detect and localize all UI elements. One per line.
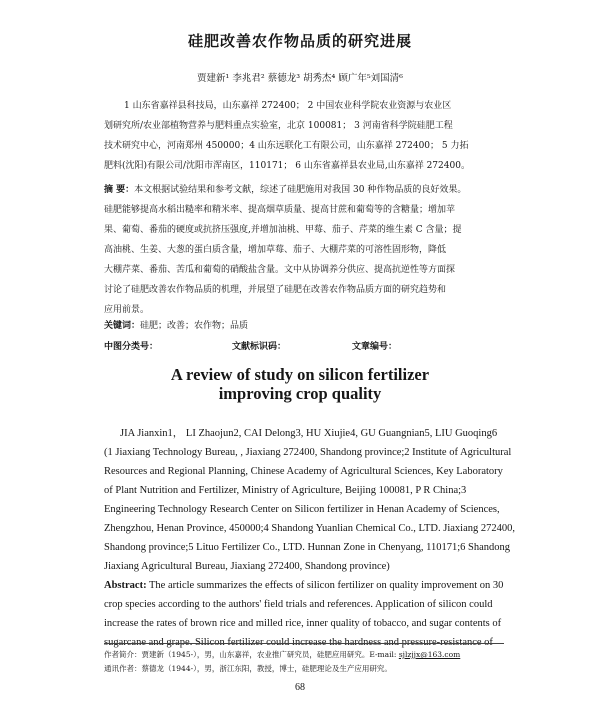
english-abstract: [104, 576, 514, 652]
chinese-abstract: [104, 180, 504, 320]
chinese-keywords-text: 硅肥；改善；农作物；品质: [140, 321, 249, 331]
footnote-author-line: [104, 648, 460, 662]
document-code-label: 文献标识码：: [232, 342, 287, 352]
english-abstract-line: [104, 576, 514, 595]
english-affiliation-line: Resources and Regional Planning, Chinese Academy of Agricultural Sciences, Key Laboratory: [104, 466, 503, 477]
footnote-corresponding-line: 通讯作者：蔡德龙（1944-），男，浙江东阳，教授，博士，硅肥理论及生产应用研究。: [104, 664, 392, 673]
footnote-author-text: 作者简介：贾建新（1945-），男，山东嘉祥，农业推广研究员，硅肥应用研究。E-mail:: [104, 650, 397, 659]
chinese-abstract-line: 硅肥能够提高水稻出糙率和精米率、提高烟草质量、提高甘蔗和葡萄等的含糖量；增加苹: [104, 205, 456, 215]
footnote-email-link[interactable]: sjlzjjx@163.com: [398, 650, 461, 659]
chinese-affiliations: [104, 96, 504, 176]
chinese-keywords: [104, 318, 248, 331]
class-number-label: 中图分类号：: [104, 342, 159, 352]
chinese-abstract-line: 应用前景。: [104, 305, 150, 315]
chinese-title: 硅肥改善农作物品质的研究进展: [187, 32, 412, 50]
footnote: [104, 648, 460, 676]
chinese-keywords-label: 关键词：: [104, 321, 141, 331]
footnote-rule: [104, 643, 504, 644]
english-affiliation-line: Zhengzhou, Henan Province, 450000;4 Shandong Yuanlian Chemical Co., LTD. Jiaxiang 272400,: [104, 523, 515, 534]
chinese-affiliation-line: 1 山东省嘉祥县科技局，山东嘉祥 272400； 2 中国农业科学院农业资源与农业区: [124, 101, 452, 111]
chinese-affiliation-line: 技术研究中心，河南郑州 450000；4 山东远联化工有限公司，山东嘉祥 272400； 5 力拓: [104, 141, 469, 151]
english-abstract-line: sugarcane and grape. Silicon fertilizer could increase the hardness and pressure-resistance of: [104, 637, 493, 648]
chinese-abstract-line: 大棚芹菜、番茄、苦瓜和葡萄的硝酸盐含量。文中从协调养分供应、提高抗逆性等方面探: [104, 265, 456, 275]
english-affiliation-line: Shandong province;5 Lituo Fertilizer Co., LTD. Hunnan Zone in Chenyang, 110171;6 Shandong: [104, 542, 511, 553]
english-abstract-label: Abstract:: [104, 580, 147, 591]
chinese-abstract-line: 高油桃、生姜、大葱的蛋白质含量，增加草莓、茄子、大棚芹菜的可溶性固形物，降低: [104, 245, 447, 255]
chinese-affiliation-line: 肥料(沈阳)有限公司/沈阳市浑南区，110171； 6 山东省嘉祥县农业局,山东嘉祥 272400。: [104, 161, 470, 171]
chinese-authors: 贾建新¹ 李兆君² 蔡德龙³ 胡秀杰⁴ 顾广年⁵刘国清⁶: [197, 73, 403, 84]
english-title: [0, 365, 600, 403]
english-affiliation-line: of Plant Nutrition and Fertilizer, Ministry of Agriculture, Beijing 100081, P R China;3: [104, 485, 467, 496]
english-affiliation-line: Jiaxiang Agricultural Bureau, Jiaxiang 272400, Shandong province): [104, 561, 390, 572]
english-title-line: A review of study on silicon fertilizer: [170, 365, 430, 384]
chinese-abstract-text: 本文根据试验结果和参考文献，综述了硅肥施用对我国 30 种作物品质的良好效果。: [134, 185, 467, 195]
english-abstract-text: The article summarizes the effects of silicon fertilizer on quality improvement on 30: [146, 580, 504, 591]
english-abstract-line: increase the rates of brown rice and milled rice, inner quality of tobacco, and sugar contents of: [104, 618, 502, 629]
chinese-abstract-line: 果、葡萄、番茄的硬度或抗挤压强度,并增加油桃、甲莓、茄子、芹菜的维生素 C 含量；提: [104, 225, 462, 235]
article-number-label: 文章编号：: [352, 342, 398, 352]
english-affiliation-line: (1 Jiaxiang Technology Bureau, , Jiaxiang 272400, Shandong province;2 Institute of Agricultural: [104, 447, 512, 458]
english-title-line: improving crop quality: [218, 384, 382, 403]
chinese-affiliation-line: 划研究所/农业部植物营养与肥料重点实验室，北京 100081； 3 河南省科学院硅肥工程: [104, 121, 453, 131]
chinese-abstract-line: [104, 180, 504, 200]
english-abstract-line: crop species according to the authors' field trials and references. Application of silicon could: [104, 599, 493, 610]
english-affiliations: [104, 443, 514, 576]
chinese-abstract-label: 摘 要：: [104, 185, 135, 195]
english-affiliation-line: Engineering Technology Research Center on Silicon fertilizer in Henan Academy of Sciences,: [104, 504, 500, 515]
english-authors: JIA Jianxin1， LI Zhaojun2, CAI Delong3, HU Xiujie4, GU Guangnian5, LIU Guoqing6: [120, 428, 498, 439]
page-number: 68: [295, 682, 305, 693]
chinese-abstract-line: 讨论了硅肥改善农作物品质的机理，并展望了硅肥在改善农作物品质方面的研究趋势和: [104, 285, 447, 295]
